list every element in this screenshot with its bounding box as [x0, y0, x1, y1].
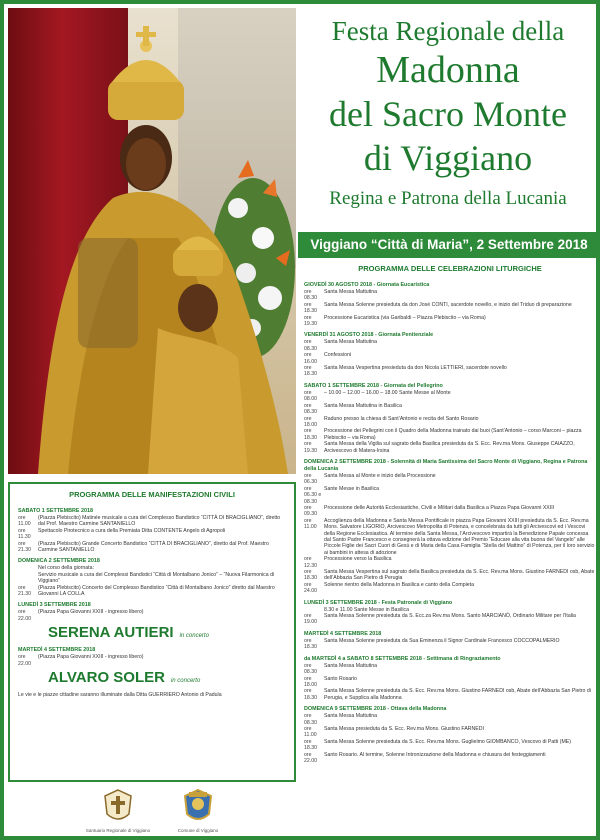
liturgical-day [304, 631, 596, 651]
schedule-time: ore 18.00 [304, 415, 317, 428]
day-heading: SABATO 1 SETTEMBRE 2018 [18, 508, 93, 514]
schedule-description: Processione Eucaristica (via Garibaldi – Piazza Plebiscito – via Roma) [324, 314, 486, 321]
schedule-time: ore 19.30 [304, 441, 317, 454]
schedule-time: ore 08.00 [304, 389, 317, 403]
madonna-crown [108, 26, 184, 120]
schedule-row [304, 486, 596, 505]
schedule-time: ore 18.30 [304, 569, 317, 582]
schedule-row [304, 518, 596, 556]
schedule-description: – 10.00 – 12.00 – 16.00 – 18.00 Sante Messe al Monte [324, 389, 451, 396]
day-heading: LUNEDÌ 3 SETTEMBRE 2018 [18, 602, 91, 609]
schedule-row [304, 739, 596, 752]
schedule-row [304, 726, 596, 739]
schedule-description: Santa Messa presieduta da S. Ecc. Rev.ma Mons. Giustino FARNEDI [324, 725, 484, 732]
schedule-row [304, 613, 596, 626]
schedule-time: ore 22.00 [304, 751, 317, 764]
schedule-time: ore 18.30 [304, 688, 317, 701]
comune-logo [148, 788, 248, 833]
poster-header [300, 14, 596, 212]
schedule-row [304, 339, 596, 352]
schedule-row [18, 528, 286, 541]
day-heading: DOMENICA 2 SETTEMBRE 2018 - Solennità di Maria Santissima del Sacro Monte di Viggiano, Regina e Patrona della Lucania [304, 458, 588, 472]
schedule-description: Santa Messa Solenne presieduta da S. Ecc. Rev.ma Mons. Guglielmo GIOMBANCO, Vescovo di Patti (ME) [324, 738, 571, 745]
schedule-row [304, 390, 596, 403]
schedule-description: Santa Messa Mattutina [324, 713, 378, 720]
schedule-description: Santa Messa Mattutina in Basilica [324, 402, 402, 409]
schedule-description: Servizio musicale a cura dei Complessi Bandistici “Città di Montalbano Jonico” – “Nuova Filarmonica di Viggiano” [38, 571, 275, 585]
schedule-row [18, 609, 286, 622]
schedule-row [18, 572, 286, 585]
schedule-time: ore 11.30 [18, 527, 31, 541]
civil-day [18, 647, 286, 687]
schedule-row [304, 352, 596, 365]
schedule-row [304, 582, 596, 595]
schedule-description: Santa Messa Mattutina [324, 289, 378, 295]
schedule-description: Santa Messa Solenne presieduta da S. Ecc. Rev.ma Mons. Giustino FARNEDI osb, Abate dell’Abbazia San Pietro di Perugia, e Supplica alla Madonna [324, 688, 591, 701]
concert-headliner [48, 624, 286, 642]
civil-title: PROGRAMMA DELLE MANIFESTAZIONI CIVILI [69, 490, 235, 499]
schedule-row [304, 416, 596, 429]
liturgical-day [304, 383, 596, 454]
schedule-row [304, 302, 596, 315]
civil-day [18, 558, 286, 597]
schedule-time: ore 08.30 [304, 713, 317, 726]
schedule-description: Santa Messa della Vigilia sul sagrato della Basilica presieduta da S. Ecc. Rev.ma Mons. Giuseppe CAIAZZO, Arcivescovo di Matera-Irsina [324, 441, 575, 454]
schedule-time: ore 21.30 [18, 540, 31, 554]
civil-day [18, 602, 286, 642]
schedule-description: Sante Messe in Basilica [324, 485, 380, 492]
day-heading: MARTEDÌ 4 SETTEMBRE 2018 [304, 630, 382, 637]
schedule-description: Spettacolo Pirotecnico a cura della Premiata Ditta CONTENTE Angelo di Agropoli [38, 527, 226, 534]
day-heading: SABATO 1 SETTEMBRE 2018 - Giornata del Pellegrino [304, 382, 443, 389]
day-heading: DOMENICA 9 SETTEMBRE 2018 - Ottava della Madonna [304, 706, 447, 713]
schedule-time: ore 11.00 [304, 725, 317, 739]
liturgical-day [304, 459, 596, 595]
liturgical-title: PROGRAMMA DELLE CELEBRAZIONI LITURGICHE [358, 264, 542, 273]
day-heading: da MARTEDÌ 4 a SABATO 8 SETTEMBRE 2018 - Settimana di Ringraziamento [304, 655, 501, 662]
schedule-time: ore 18.00 [304, 675, 317, 688]
schedule-description: (Piazza Plebiscito) Concerto del Complesso Bandistico “Città di Montalbano Jonico” diretto dal Maestro Giovanni LA COLLA [38, 584, 275, 598]
schedule-time: ore 21.30 [18, 584, 31, 598]
schedule-row [304, 556, 596, 569]
schedule-description: Santa Messa Vespertina sul sagrato della Basilica presieduta da S. Ecc. Rev.ma Mons. Giustino FARNEDI osb, Abate dell’Abbazia San Pietro di Perugia [324, 569, 595, 582]
schedule-description: 8.30 e 11.00 Sante Messe in Basilica [324, 606, 409, 613]
schedule-description: Santa Messa Mattutina [324, 662, 378, 669]
schedule-description: (Piazza Plebiscito) Grande Concerto Bandistico “CITTÀ DI BRACIGLIANO”, diretto dal Prof. Maestro Carmine SANTANIELLO [38, 540, 269, 554]
day-heading: GIOVEDÌ 30 AGOSTO 2018 - Giornata Eucaristica [304, 282, 430, 288]
liturgical-days [304, 282, 596, 764]
schedule-time: ore 24.00 [304, 581, 317, 595]
civil-program [8, 482, 296, 782]
schedule-row [304, 688, 596, 701]
schedule-row [304, 638, 596, 651]
schedule-time: ore 18.30 [304, 428, 317, 441]
schedule-time: ore 09.30 [304, 504, 317, 518]
schedule-description: Solenne rientro della Madonna in Basilica e canto della Compieta [324, 581, 474, 588]
schedule-time: ore 18.30 [304, 365, 317, 378]
schedule-time [18, 572, 38, 585]
liturgical-day [304, 282, 596, 327]
schedule-time: ore 08.30 [304, 402, 317, 416]
schedule-description: Santa Messa Solenne presieduta da don José CONTI, sacerdote novello, e inizio del Triduo di preparazione [324, 301, 572, 308]
artist-name: ALVARO SOLER [48, 669, 165, 687]
schedule-row [18, 654, 286, 667]
title-line-4: di Viggiano [363, 138, 533, 178]
schedule-time: ore 08.30 [304, 289, 317, 302]
liturgical-day [304, 600, 596, 626]
concert-headliner [48, 669, 286, 687]
santuario-crest-icon [101, 788, 135, 826]
schedule-description: Santo Rosario [324, 675, 357, 682]
schedule-time: ore 08.30 [304, 662, 317, 676]
day-heading: LUNEDÌ 3 SETTEMBRE 2018 - Festa Patronale di Viggiano [304, 599, 453, 606]
schedule-row [304, 505, 596, 518]
illumination-note: Le vie e le piazze cittadine saranno illuminate dalla Ditta GUERRIERO Antonio di Padula [18, 692, 222, 699]
artist-caption: in concerto [170, 678, 201, 685]
schedule-time: ore 12.30 [304, 556, 317, 569]
day-heading: MARTEDÌ 4 SETTEMBRE 2018 [18, 647, 96, 654]
schedule-row [304, 315, 596, 328]
schedule-time: ore 22.00 [18, 609, 31, 622]
schedule-description: Raduno presso la chiesa di Sant’Antonio e recita del Santo Rosario [324, 415, 479, 422]
schedule-row [304, 663, 596, 676]
madonna-statue-photo [8, 8, 296, 474]
schedule-time: ore 19.00 [304, 613, 317, 626]
schedule-description: Processione dei Pellegrini con il Quadro della Madonna trainato dai buoi (Sant’Antonio – corso Marconi – piazza Plebiscito – via Roma) [324, 428, 582, 441]
schedule-row [304, 403, 596, 416]
comune-crest-icon [181, 788, 215, 826]
schedule-row [18, 585, 286, 598]
schedule-description: Santo Rosario. Al termine, Solenne Intronizzazione della Madonna e chiusura dei festeggiamenti [324, 751, 546, 758]
title-line-2: Madonna [376, 49, 520, 91]
schedule-description: Processione verso la Basilica [324, 556, 392, 563]
schedule-row [304, 441, 596, 454]
civil-days [18, 508, 286, 687]
artist-name: SERENA AUTIERI [48, 624, 174, 642]
day-heading: DOMENICA 2 SETTEMBRE 2018 [18, 558, 100, 565]
liturgical-day [304, 656, 596, 701]
schedule-description: Accoglienza della Madonna e Santa Messa Pontificale in piazza Papa Giovanni XXIII presieduta da S. Ecc. Rev.ma Mons. Salvatore LIGORIO, Arcivescovo Metropolita di Potenza, e concelebrata da tutti gli Arcivescovi ed i Vescovi della Regione Ecclesiastica. Al termine della Santa Messa, l’Arcivescovo impartirà la Benedizione Papale concessa dal Santo Padre Francesco e consegnerà la ottava edizione del Premio “Educare alla vita buona del Vangelo” alle Piccole Figlie dei Sacri Cuori di Gesù e di Maria della Casa Famiglia “Stella del Mattino” di Potenza, per il loro servizio ai bambini in attesa di adozione [324, 517, 595, 556]
subtitle: Regina e Patrona della Lucania [329, 188, 567, 209]
schedule-time: ore 19.30 [304, 314, 317, 328]
schedule-description: Santa Messa Vespertina presieduta da don Nicola LETTIERI, sacerdote novello [324, 365, 507, 372]
schedule-description: (Piazza Papa Giovanni XXIII - ingresso libero) [38, 609, 144, 616]
title-line-3: del Sacro Monte [329, 94, 567, 134]
day-heading: VENERDÌ 31 AGOSTO 2018 - Giornata Penitenziale [304, 332, 434, 339]
schedule-time: ore 16.00 [304, 352, 317, 365]
schedule-time: ore 18.30 [304, 301, 317, 315]
schedule-description: Santa Messa Solenne presieduta da Sua Eminenza il Signor Cardinale Francesco COCCOPALMERIO [324, 637, 560, 644]
schedule-description: (Piazza Papa Giovanni XXIII - ingresso libero) [38, 654, 144, 661]
schedule-time: ore 22.00 [18, 654, 31, 667]
schedule-row [304, 365, 596, 378]
schedule-description: Confessioni [324, 352, 352, 359]
schedule-description: Santa Messa Solenne presieduta da S. Ecc.za Rev.ma Mons. Santo MARCIANÒ, Ordinario Militare per l’Italia [324, 613, 576, 620]
schedule-description: Processione delle Autorità Ecclesiastiche, Civili e Militari dalla Basilica a Piazza Papa Giovanni XXIII [324, 504, 555, 511]
liturgical-program [304, 264, 596, 769]
santuario-caption: Santuario Regionale di Viggiano [85, 828, 151, 833]
schedule-time: ore 11.00 [304, 517, 317, 531]
schedule-description: Santa Messa al Monte e inizio della Processione [324, 472, 436, 479]
schedule-time: ore 08.30 [304, 339, 317, 352]
schedule-row [304, 713, 596, 726]
schedule-row [304, 289, 596, 302]
schedule-row [304, 473, 596, 486]
schedule-description: (Piazza Plebiscito) Matinée musicale a cura del Complesso Bandistico “CITTÀ DI BRACIGLIANO”, diretto dal Prof. Maestro Carmine SANTANIELLO [38, 515, 281, 528]
statue-illustration [8, 8, 296, 474]
schedule-row [304, 676, 596, 689]
schedule-time: ore 11.00 [18, 515, 31, 528]
footer-logos [8, 786, 296, 840]
liturgical-day [304, 332, 596, 377]
schedule-row [304, 428, 596, 441]
artist-caption: in concerto [179, 633, 209, 640]
title-line-1: Festa Regionale della [331, 16, 565, 46]
schedule-time: ore 06.30 [304, 472, 317, 486]
schedule-row [18, 541, 286, 554]
schedule-row [304, 752, 596, 765]
schedule-time: ore 18.30 [304, 637, 317, 651]
liturgical-day [304, 706, 596, 764]
schedule-description: Nel corso della giornata: [38, 565, 94, 572]
comune-caption: Comune di Viggiano [177, 828, 219, 833]
schedule-row [18, 515, 286, 528]
schedule-time: ore 06.30 e 08.30 [304, 485, 322, 505]
civil-day [18, 508, 286, 553]
schedule-time: ore 18.30 [304, 738, 317, 752]
date-banner: Viggiano “Città di Maria”, 2 Settembre 2018 [298, 232, 600, 258]
schedule-description: Santa Messa Mattutina [324, 339, 378, 346]
schedule-row [304, 569, 596, 582]
